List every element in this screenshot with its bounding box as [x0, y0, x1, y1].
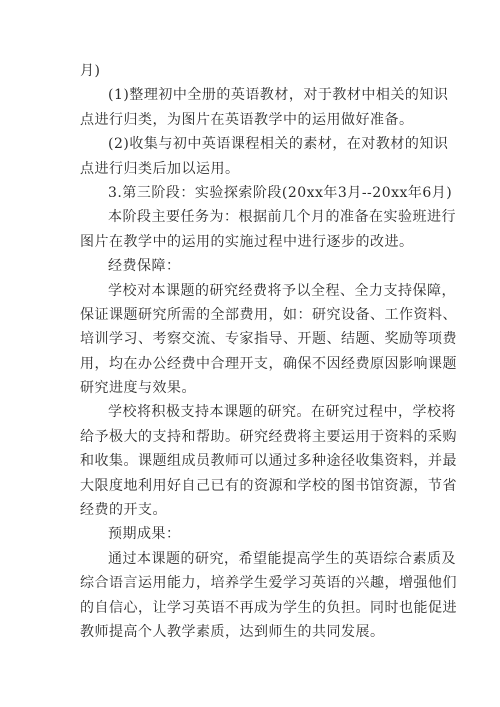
document-page [80, 59, 457, 644]
text-line: 本阶段主要任务为：根据前几个月的准备在实验班进行 [108, 209, 456, 226]
text-line: 保证课题研究所需的全部费用，如：研究设备、工作资料、 [80, 306, 457, 323]
text-line: 培训学习、考察交流、专家指导、开题、结题、奖励等项费 [80, 331, 457, 348]
text-line: 月) [80, 63, 101, 79]
text-line: 研究进度与效果。 [80, 380, 196, 397]
text-line: (2)收集与初中英语课程相关的素材，在对教材的知识 [108, 136, 449, 153]
text-line: 学校将积极支持本课题的研究。在研究过程中，学校将 [108, 404, 456, 421]
text-line: 大限度地利用好自己已有的资源和学校的图书馆资源，节省 [80, 477, 457, 494]
text-line: 点进行归类，为图片在英语教学中的运用做好准备。 [80, 111, 414, 128]
text-line: 教师提高个人教学素质，达到师生的共同发展。 [80, 623, 385, 640]
text-line: 的自信心，让学习英语不再成为学生的负担。同时也能促进 [80, 599, 457, 616]
text-line: (1)整理初中全册的英语教材，对于教材中相关的知识 [108, 87, 449, 104]
text-line: 学校对本课题的研究经费将予以全程、全力支持保障， [108, 282, 456, 299]
text-line: 和收集。课题组成员教师可以通过多种途径收集资料，并最 [80, 453, 457, 470]
text-line: 点进行归类后加以运用。 [80, 160, 240, 177]
text-line: 预期成果： [108, 526, 181, 543]
text-line: 给予极大的支持和帮助。研究经费将主要运用于资料的采购 [80, 428, 457, 445]
text-line: 经费保障： [108, 258, 181, 275]
text-line: 通过本课题的研究，希望能提高学生的英语综合素质及 [108, 550, 456, 567]
text-line: 经费的开支。 [80, 502, 167, 519]
text-line: 综合语言运用能力，培养学生爱学习英语的兴趣，增强他们 [80, 575, 457, 592]
text-line: 用，均在办公经费中合理开支，确保不因经费原因影响课题 [80, 355, 457, 372]
text-line: 3.第三阶段：实验探索阶段(20xx年3月--20xx年6月) [108, 184, 453, 201]
text-line: 图片在教学中的运用的实施过程中进行逐步的改进。 [80, 233, 414, 250]
